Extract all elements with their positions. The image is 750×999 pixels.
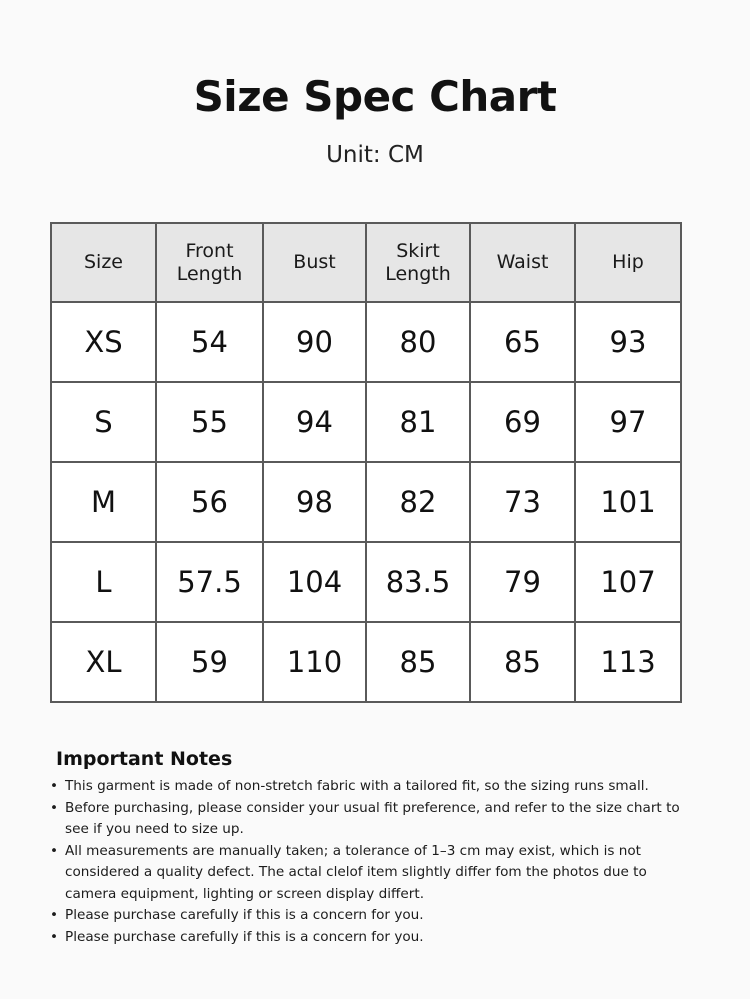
header-size: Size	[51, 223, 156, 302]
cell-size: L	[51, 542, 156, 622]
notes-list	[50, 776, 690, 948]
header-skirt-length: Skirt Length	[366, 223, 470, 302]
cell-waist: 69	[470, 382, 575, 462]
cell-waist: 85	[470, 622, 575, 702]
cell-front-length: 54	[156, 302, 263, 382]
table-row	[51, 622, 681, 702]
cell-front-length: 55	[156, 382, 263, 462]
size-spec-table	[50, 222, 682, 703]
page-title: Size Spec Chart	[193, 72, 557, 121]
cell-bust: 98	[263, 462, 366, 542]
header-bust: Bust	[263, 223, 366, 302]
list-item: • This garment is made of non-stretch fabric with a tailored fit, so the sizing runs small.	[50, 776, 690, 798]
cell-bust: 110	[263, 622, 366, 702]
cell-bust: 90	[263, 302, 366, 382]
important-notes	[50, 748, 690, 948]
cell-size: XS	[51, 302, 156, 382]
cell-size: M	[51, 462, 156, 542]
cell-waist: 65	[470, 302, 575, 382]
cell-hip: 113	[575, 622, 681, 702]
cell-hip: 107	[575, 542, 681, 622]
cell-skirt-length: 80	[366, 302, 470, 382]
cell-skirt-length: 85	[366, 622, 470, 702]
table-row	[51, 382, 681, 462]
cell-front-length: 56	[156, 462, 263, 542]
cell-size: XL	[51, 622, 156, 702]
cell-hip: 101	[575, 462, 681, 542]
header-waist: Waist	[470, 223, 575, 302]
notes-heading: Important Notes	[56, 748, 233, 770]
list-item: • All measurements are manually taken; a tolerance of 1–3 cm may exist, which is not considered a quality defect. The actal clelof item slightly differ fom the photos due to camera equipment, lighting or screen display differt.	[50, 841, 690, 906]
unit-label: Unit: CM	[326, 142, 424, 168]
cell-hip: 97	[575, 382, 681, 462]
list-item: • Please purchase carefully if this is a concern for you.	[50, 927, 690, 949]
table-row	[51, 302, 681, 382]
cell-hip: 93	[575, 302, 681, 382]
cell-bust: 104	[263, 542, 366, 622]
cell-skirt-length: 81	[366, 382, 470, 462]
list-item: • Before purchasing, please consider your usual fit preference, and refer to the size chart to see if you need to size up.	[50, 798, 690, 841]
table-row	[51, 542, 681, 622]
cell-waist: 73	[470, 462, 575, 542]
cell-size: S	[51, 382, 156, 462]
cell-front-length: 57.5	[156, 542, 263, 622]
cell-skirt-length: 83.5	[366, 542, 470, 622]
cell-bust: 94	[263, 382, 366, 462]
cell-waist: 79	[470, 542, 575, 622]
cell-skirt-length: 82	[366, 462, 470, 542]
cell-front-length: 59	[156, 622, 263, 702]
header-front-length: Front Length	[156, 223, 263, 302]
list-item: • Please purchase carefully if this is a concern for you.	[50, 905, 690, 927]
header-hip: Hip	[575, 223, 681, 302]
table-header-row	[51, 223, 681, 302]
table-row	[51, 462, 681, 542]
